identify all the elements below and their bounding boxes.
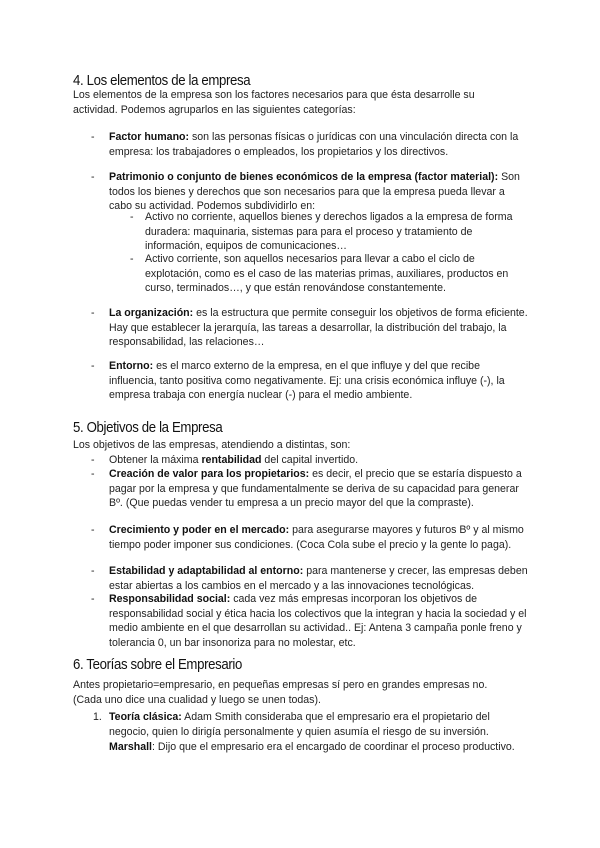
list-item-factor-humano [109,130,529,159]
item-text: Son todos los bienes y derechos que son necesarios para que la empresa pueda llevar a cabo su actividad. Podemos subdividirlo en: [109,171,520,213]
section-6-title: 6. Teorías sobre el Empresario [73,656,242,673]
bullet-dash: - [91,524,95,536]
list-item-crecimiento [109,523,529,552]
item-label: Teoría clásica: [109,711,182,723]
list-number: 1. [93,711,102,723]
bullet-dash: - [91,360,95,372]
bullet-dash: - [130,253,134,265]
bullet-dash: - [91,307,95,319]
section-4-intro: Los elementos de la empresa son los factores necesarios para que ésta desarrolle su actividad. Podemos agruparlos en las siguientes categorías: [73,89,475,116]
item-label: Estabilidad y adaptabilidad al entorno: [109,565,304,577]
item-label: Factor humano: [109,131,190,143]
section-5-intro: Los objetivos de las empresas, atendiendo a distintas, son: [73,439,351,451]
item-label: La organización: [109,307,194,319]
item-text: Adam Smith consideraba que el empresario era el propietario del negocio, quien lo dirigía personalmente y quien asumía el riesgo de su inversión. [109,711,490,738]
item-text: son las personas físicas o jurídicas con una vinculación directa con la empresa: los trabajadores o empleados, los propietarios y los directivos. [109,131,519,158]
paragraph-marshall [73,740,529,755]
list-item-patrimonio [109,170,529,214]
section-5-title: 5. Objetivos de la Empresa [73,419,223,436]
item-text: es el marco externo de la empresa, en el que influye y del que recibe influencia, tanto positiva como negativamente. Ej: una crisis económica influye (-), la empresa trabaja con energía nuclear (-) para el medio ambiente. [109,360,505,402]
list-item-creacion-valor [109,467,529,511]
item-text: del capital invertido. [261,454,359,466]
item-text: cada vez más empresas incorporan los objetivos de responsabilidad social y ética hacia los colectivos que la integran y hacia la sociedad y el medio ambiente en el que desarrollan su actividad.. Ej: Antena 3 campaña ponle freno y tolerancia 0, un bar insonoriza para no molestar, etc. [109,593,527,649]
item-text: es decir, el precio que se estaría dispuesto a pagar por la empresa y que fundamentalmente se deriva de su capacidad para generar Bº. (Que puedas vender tu empresa a un precio mayor del que la compraste). [109,468,522,510]
bullet-dash: - [91,468,95,480]
section-6-intro: Antes propietario=empresario, en pequeñas empresas sí pero en grandes empresas no.(Cada uno dice una cualidad y luego se unen todas). [73,679,488,706]
bullet-dash: - [91,593,95,605]
item-label: Patrimonio o conjunto de bienes económicos de la empresa (factor material): [109,171,499,183]
bullet-dash: - [91,131,95,143]
item-pre: Obtener la máxima [109,454,202,466]
item-label: rentabilidad [201,454,262,466]
bullet-dash: - [130,211,134,223]
sub-item-activo-no-corriente: Activo no corriente, aquellos bienes y derechos ligados a la empresa de forma duradera: maquinaria, sistemas para para el proceso y tratamiento de información, equipos de comunicaciones… [145,211,513,253]
bullet-dash: - [91,171,95,183]
bullet-dash: - [91,565,95,577]
item-text: para asegurarse mayores y futuros Bº y al mismo tiempo poder imponer sus condiciones. (Coca Cola sube el precio y la gente lo paga). [109,524,524,551]
list-item-teoria-clasica [109,710,529,739]
list-item-responsabilidad [109,592,529,650]
item-text: : Dijo que el empresario era el encargado de coordinar el proceso productivo. [151,741,515,753]
item-label: Marshall [109,741,152,753]
item-label: Crecimiento y poder en el mercado: [109,524,290,536]
bullet-dash: - [91,454,95,466]
item-label: Creación de valor para los propietarios: [109,468,310,480]
list-item-organizacion [109,306,529,350]
section-4-title: 4. Los elementos de la empresa [73,72,251,89]
list-item-entorno [109,359,529,403]
item-text: es la estructura que permite conseguir los objetivos de forma eficiente. Hay que establecer la jerarquía, las tareas a desarrollar, la distribución del trabajo, la responsabilidad, las relaciones… [109,307,528,349]
item-label: Responsabilidad social: [109,593,231,605]
item-text: para mantenerse y crecer, las empresas deben estar abiertas a los cambios en el mercado y a las innovaciones tecnológicas. [109,565,528,592]
list-item-estabilidad [109,564,529,593]
sub-item-activo-corriente: Activo corriente, son aquellos necesarios para llevar a cabo el ciclo de explotación, como es el caso de las materias primas, auxiliares, productos en curso, terminados…, y que están renovándose constantemente. [145,253,509,295]
list-item-rentabilidad [109,453,529,468]
item-label: Entorno: [109,360,154,372]
